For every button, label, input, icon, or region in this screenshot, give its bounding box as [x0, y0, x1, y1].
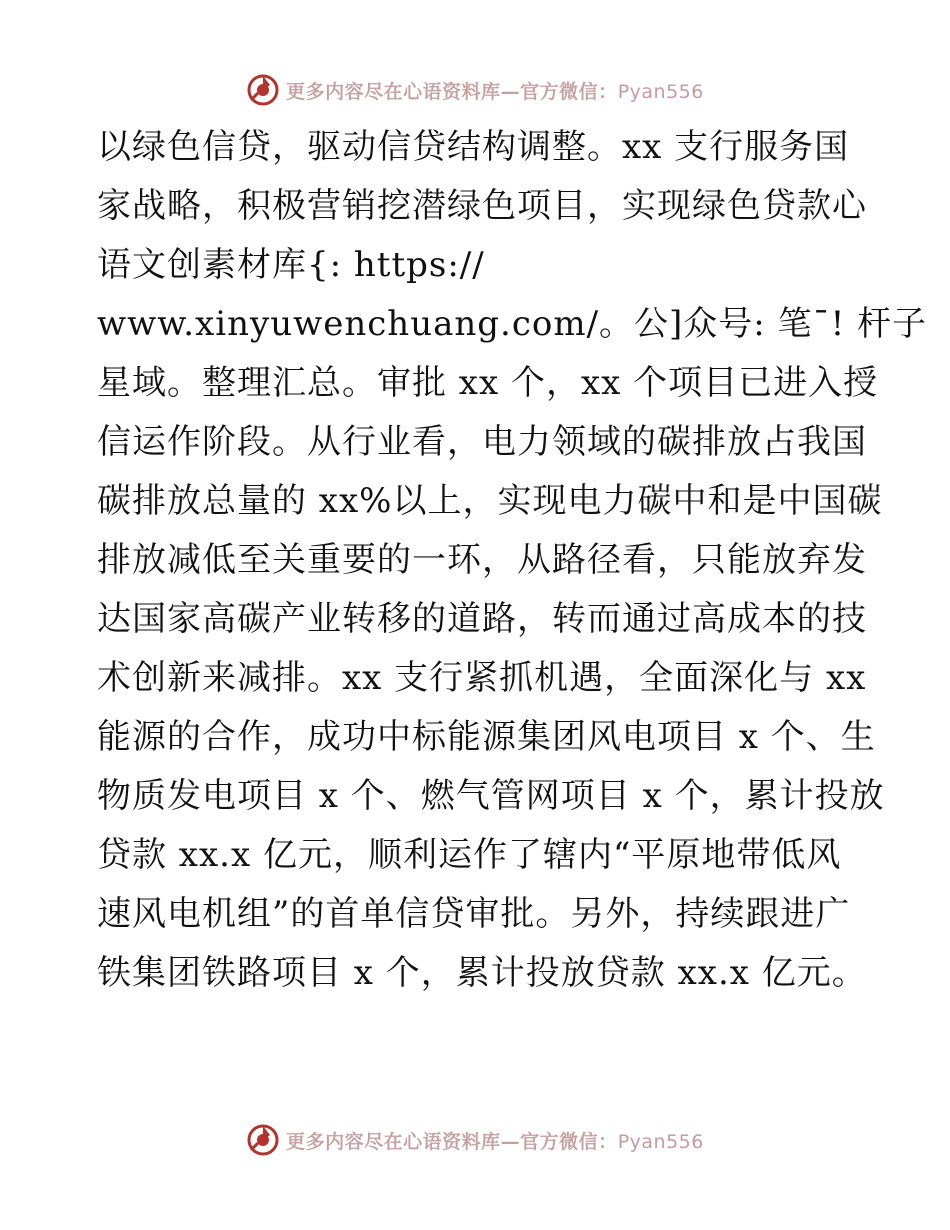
document-body: [97, 118, 928, 1003]
banner-dash: —: [500, 80, 521, 103]
body-line: 家战略，积极营销挖潜绿色项目，实现绿色贷款心: [97, 186, 867, 226]
body-line: 贷款 xx.x 亿元，顺利运作了辖内“平原地带低风: [97, 835, 842, 875]
banner-dash: —: [500, 1130, 521, 1153]
brand-logo-icon: [246, 1123, 280, 1157]
banner-account: Pyan556: [617, 80, 704, 103]
body-line: 达国家高碳产业转移的道路，转而通过高成本的技: [97, 599, 867, 639]
body-line: 术创新来减排。xx 支行紧抓机遇，全面深化与 xx: [97, 658, 867, 698]
body-line: 排放减低至关重要的一环，从路径看，只能放弃发: [97, 540, 867, 580]
body-line: 碳排放总量的 xx%以上，实现电力碳中和是中国碳: [97, 481, 883, 521]
brand-logo-icon: [246, 73, 280, 107]
body-line: 以绿色信贷，驱动信贷结构调整。xx 支行服务国: [97, 127, 850, 167]
body-line: 速风电机组”的首单信贷审批。另外，持续跟进广: [97, 894, 851, 934]
footer-watermark-banner: [0, 1120, 950, 1160]
body-line: 星域。整理汇总。审批 xx 个，xx 个项目已进入授: [97, 363, 879, 403]
body-line: www.xinyuwenchuang.com/。公]众号: 笔¯! 杆子: [97, 304, 928, 344]
body-line: 铁集团铁路项目 x 个，累计投放贷款 xx.x 亿元。: [97, 953, 867, 993]
body-line: 信运作阶段。从行业看，电力领域的碳排放占我国: [97, 422, 867, 462]
banner-wechat-label: 官方微信：: [520, 1130, 618, 1153]
banner-title: 更多内容尽在心语资料库: [286, 80, 501, 103]
body-line: 物质发电项目 x 个、燃气管网项目 x 个，累计投放: [97, 776, 885, 816]
body-line: 语文创素材库{: https://: [97, 245, 485, 285]
banner-title: 更多内容尽在心语资料库: [286, 1130, 501, 1153]
banner-account: Pyan556: [617, 1130, 704, 1153]
banner-wechat-label: 官方微信：: [520, 80, 618, 103]
header-watermark-banner: [0, 70, 950, 110]
body-line: 能源的合作，成功中标能源集团风电项目 x 个、生: [97, 717, 876, 757]
